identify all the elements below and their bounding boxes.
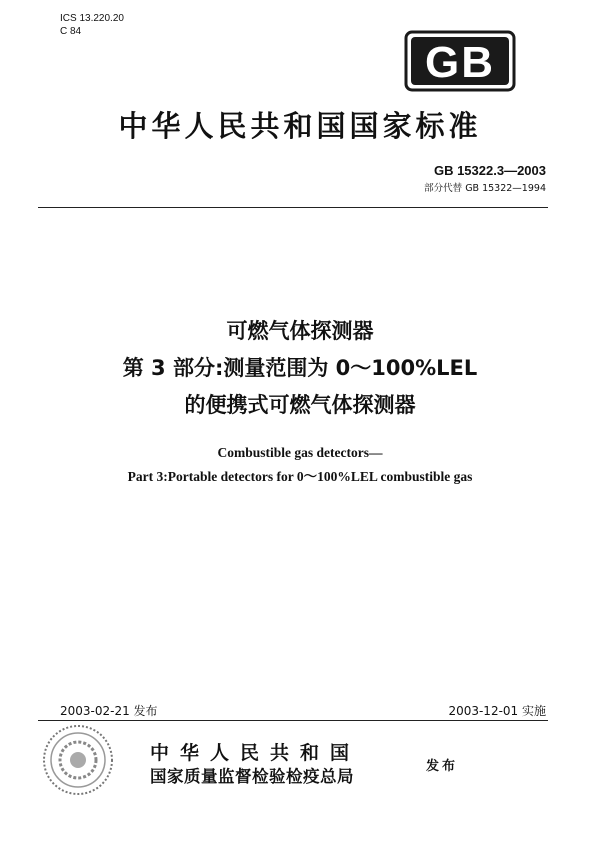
en-title-line-1: Combustible gas detectors— bbox=[217, 445, 383, 460]
gb-logo-text: GB bbox=[425, 38, 495, 87]
standard-code: GB 15322.3—2003 bbox=[433, 163, 546, 178]
en-title-line-2: Part 3:Portable detectors for 0～100%LEL combustible gas bbox=[127, 469, 473, 484]
seal-emblem bbox=[40, 722, 116, 798]
bottom-divider bbox=[38, 720, 548, 721]
replaces-note: 部分代替 GB 15322—1994 bbox=[424, 183, 546, 194]
cn-title-line-3: 的便携式可燃气体探测器 bbox=[184, 393, 416, 417]
ccs-code: C 84 bbox=[60, 26, 82, 37]
cn-title-line-1: 可燃气体探测器 bbox=[226, 319, 374, 343]
top-divider bbox=[38, 207, 548, 208]
issue-action: 发布 bbox=[426, 759, 459, 774]
standard-title: 中华人民共和国国家标准 bbox=[118, 109, 482, 143]
ics-code: ICS 13.220.20 bbox=[60, 13, 124, 24]
issue-date: 2003-02-21 发布 bbox=[60, 704, 158, 718]
gb-logo bbox=[404, 30, 516, 92]
issuer-line-1: 中华人民共和国 bbox=[150, 742, 361, 764]
issuer-line-2: 国家质量监督检验检疫总局 bbox=[150, 767, 354, 786]
classification-codes bbox=[60, 12, 124, 38]
cn-title-line-2: 第 3 部分:测量范围为 0～100%LEL bbox=[122, 356, 478, 380]
issuing-authority bbox=[150, 741, 360, 789]
implementation-date: 2003-12-01 实施 bbox=[448, 704, 546, 718]
